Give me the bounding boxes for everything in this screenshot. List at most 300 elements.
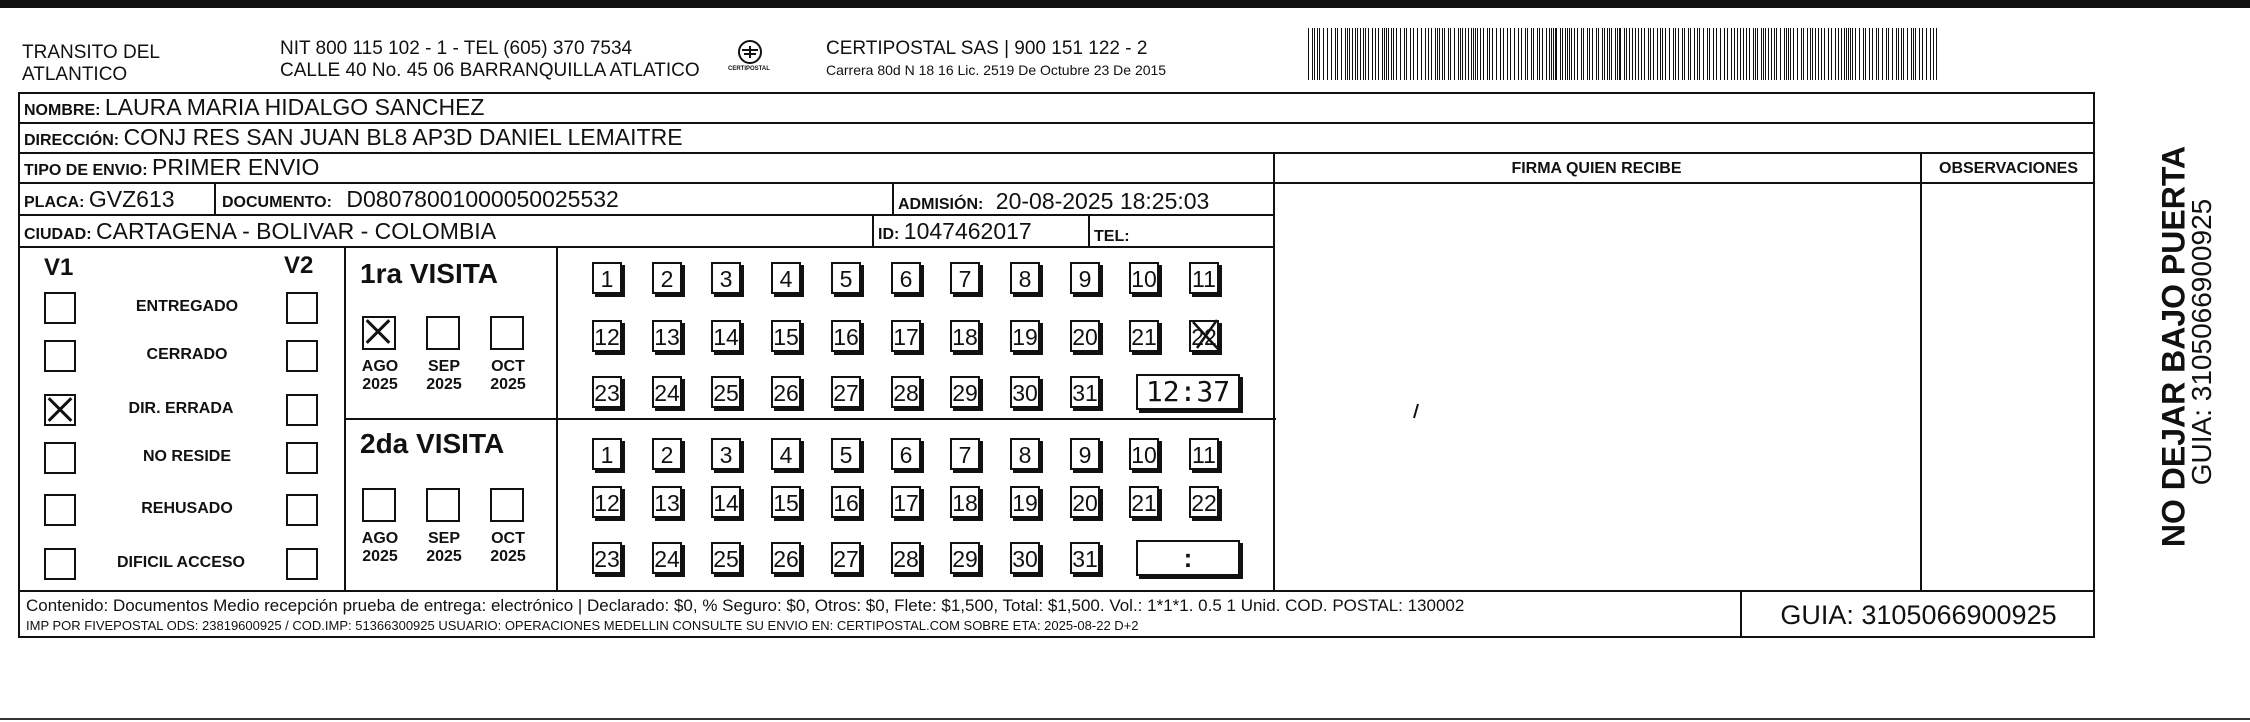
barcode-bar (1648, 28, 1649, 80)
day-box[interactable]: 12 (592, 320, 622, 352)
day-box[interactable]: 22 (1189, 486, 1219, 518)
barcode-bar (1437, 28, 1438, 80)
day-box[interactable]: 19 (1010, 320, 1040, 352)
day-box[interactable]: 25 (711, 542, 741, 574)
day-box[interactable]: 13 (652, 486, 682, 518)
barcode-bar (1774, 28, 1775, 80)
barcode-bar (1562, 28, 1563, 80)
barcode-bar (1611, 28, 1612, 80)
barcode-bar (1581, 28, 1582, 80)
barcode-bar (1357, 28, 1358, 80)
license-line: Carrera 80d N 18 16 Lic. 2519 De Octubre 23 De 2015 (826, 62, 1167, 78)
barcode-bar (1317, 28, 1318, 80)
barcode-bar (1587, 28, 1588, 80)
day-box[interactable]: 7 (950, 262, 980, 294)
barcode-bar (1514, 28, 1515, 80)
barcode-bar (1473, 28, 1474, 80)
v1-label: V1 (44, 254, 74, 281)
barcode-bar (1567, 28, 1568, 80)
day-box[interactable]: 4 (771, 262, 801, 294)
day-box[interactable]: 26 (771, 376, 801, 408)
barcode-bar (1755, 28, 1756, 80)
barcode-bar (1527, 28, 1528, 80)
day-box[interactable]: 5 (831, 262, 861, 294)
address-label: DIRECCIÓN: (24, 132, 120, 149)
barcode-bar (1382, 28, 1383, 80)
barcode-bar (1555, 28, 1557, 80)
barcode-bar (1480, 28, 1481, 80)
barcode-bar (1435, 28, 1436, 80)
day-box[interactable]: 6 (891, 438, 921, 470)
top-edge (0, 0, 2250, 8)
day-box[interactable]: 24 (652, 542, 682, 574)
month-label: OCT (491, 530, 525, 547)
barcode-bar (1400, 28, 1401, 80)
day-box[interactable]: 30 (1010, 376, 1040, 408)
barcode-bar (1574, 28, 1575, 80)
day-box[interactable]: 1 (592, 438, 622, 470)
v1-checkbox[interactable] (44, 292, 76, 324)
day-box[interactable]: 12 (592, 486, 622, 518)
barcode-bar (1335, 28, 1336, 80)
barcode-bar (1869, 28, 1870, 80)
barcode (1308, 28, 1940, 80)
day-box[interactable]: 8 (1010, 438, 1040, 470)
visit1-time-box (1136, 374, 1240, 410)
observations-area[interactable] (1922, 184, 2095, 588)
day-box[interactable]: 25 (711, 376, 741, 408)
barcode-bar (1749, 28, 1750, 80)
day-box[interactable]: 30 (1010, 542, 1040, 574)
barcode-bar (1592, 28, 1593, 80)
barcode-bar (1810, 28, 1811, 80)
month-checkbox[interactable] (490, 488, 524, 522)
logo-caption: CERTIPOSTAL (728, 66, 770, 72)
day-box[interactable]: 16 (831, 486, 861, 518)
barcode-bar (1801, 28, 1802, 80)
v1-checkbox[interactable] (44, 494, 76, 526)
barcode-bar (1727, 28, 1728, 80)
month-checkbox[interactable] (426, 488, 460, 522)
barcode-bar (1444, 28, 1445, 80)
day-box[interactable]: 23 (592, 542, 622, 574)
day-box[interactable]: 24 (652, 376, 682, 408)
barcode-bar (1503, 28, 1504, 80)
barcode-bar (1372, 28, 1373, 80)
barcode-bar (1365, 28, 1366, 80)
certipostal-logo (728, 38, 788, 82)
recipient-address: CONJ RES SAN JUAN BL8 AP3D DANIEL LEMAITRE (123, 124, 683, 150)
barcode-bar (1615, 28, 1616, 80)
barcode-bar (1510, 28, 1511, 80)
barcode-bar (1844, 28, 1845, 80)
visit2-time: : (1183, 543, 1193, 573)
city-cell (24, 218, 496, 245)
month-checkbox[interactable] (362, 316, 396, 350)
barcode-bar (1688, 28, 1689, 80)
day-box[interactable]: 20 (1070, 320, 1100, 352)
barcode-bar (1496, 28, 1497, 80)
barcode-bar (1660, 28, 1661, 80)
v1-checkbox[interactable] (44, 340, 76, 372)
month-label: AGO (361, 358, 399, 375)
barcode-bar (1793, 28, 1794, 80)
day-box[interactable]: 15 (771, 320, 801, 352)
day-box[interactable]: 14 (711, 486, 741, 518)
barcode-bar (1431, 28, 1432, 80)
v2-checkbox[interactable] (286, 442, 318, 474)
barcode-bar (1565, 28, 1566, 80)
barcode-bar (1539, 28, 1540, 80)
barcode-bar (1930, 28, 1931, 80)
barcode-bar (1386, 28, 1387, 80)
day-box[interactable]: 29 (950, 376, 980, 408)
barcode-bar (1360, 28, 1361, 80)
day-box[interactable]: 17 (891, 486, 921, 518)
barcode-bar (1896, 28, 1897, 80)
day-box[interactable]: 16 (831, 320, 861, 352)
barcode-bar (1417, 28, 1418, 80)
month-checkbox[interactable] (362, 488, 396, 522)
barcode-bar (1337, 28, 1338, 80)
barcode-bar (1737, 28, 1738, 80)
day-box[interactable]: 20 (1070, 486, 1100, 518)
barcode-bar (1507, 28, 1508, 80)
shipping-label: TIPO DE ENVIO: (24, 162, 148, 179)
day-box[interactable]: 18 (950, 320, 980, 352)
v2-checkbox[interactable] (286, 394, 318, 426)
barcode-bar (1678, 28, 1679, 80)
barcode-bar (1632, 28, 1633, 80)
barcode-bar (1368, 28, 1369, 80)
barcode-bar (1462, 28, 1463, 80)
shipping-type: PRIMER ENVIO (152, 154, 320, 180)
barcode-bar (1724, 28, 1725, 80)
day-box[interactable]: 19 (1010, 486, 1040, 518)
address-line: CALLE 40 No. 45 06 BARRANQUILLA ATLATICO (280, 60, 700, 81)
barcode-bar (1734, 28, 1735, 80)
barcode-bar (1571, 28, 1572, 80)
barcode-bar (1442, 28, 1443, 80)
barcode-bar (1500, 28, 1501, 80)
barcode-bar (1936, 28, 1937, 80)
id-value: 1047462017 (903, 218, 1032, 244)
observations-header: OBSERVACIONES (1939, 160, 2078, 177)
barcode-bar (1780, 28, 1781, 80)
barcode-bar (1327, 28, 1328, 80)
barcode-bar (1855, 28, 1856, 80)
barcode-bar (1746, 28, 1747, 80)
barcode-bar (1413, 28, 1414, 80)
barcode-bar (1743, 28, 1744, 80)
barcode-bar (1888, 28, 1889, 80)
document-cell (222, 186, 619, 213)
barcode-bar (1841, 28, 1842, 80)
barcode-bar (1483, 28, 1484, 80)
v2-checkbox[interactable] (286, 340, 318, 372)
day-box[interactable]: 27 (831, 542, 861, 574)
barcode-bar (1911, 28, 1912, 80)
city-label: CIUDAD: (24, 226, 92, 243)
barcode-bar (1771, 28, 1772, 80)
barcode-bar (1784, 28, 1785, 80)
barcode-bar (1341, 28, 1342, 80)
barcode-bar (1465, 28, 1466, 80)
barcode-bar (1602, 28, 1603, 80)
barcode-bar (1786, 28, 1787, 80)
barcode-bar (1363, 28, 1364, 80)
barcode-bar (1892, 28, 1893, 80)
barcode-bar (1753, 28, 1754, 80)
day-box[interactable]: 29 (950, 542, 980, 574)
barcode-bar (1308, 28, 1309, 80)
side-warning: NO DEJAR BAJO PUERTA (2155, 145, 2192, 548)
day-box[interactable]: 11 (1189, 438, 1219, 470)
barcode-bar (1761, 28, 1762, 80)
day-box[interactable]: 14 (711, 320, 741, 352)
barcode-bar (1448, 28, 1449, 80)
barcode-bar (1560, 28, 1561, 80)
barcode-bar (1384, 28, 1385, 80)
barcode-bar (1471, 28, 1472, 80)
day-box[interactable]: 31 (1070, 376, 1100, 408)
barcode-bar (1788, 28, 1789, 80)
barcode-bar (1838, 28, 1839, 80)
barcode-bar (1644, 28, 1645, 80)
barcode-bar (1323, 28, 1324, 80)
day-box[interactable]: 6 (891, 262, 921, 294)
barcode-bar (1314, 28, 1315, 80)
barcode-bar (1926, 28, 1927, 80)
barcode-bar (1589, 28, 1590, 80)
v1-checkbox[interactable] (44, 394, 76, 426)
barcode-bar (1835, 28, 1836, 80)
barcode-bar (1624, 28, 1625, 80)
barcode-bar (1641, 28, 1642, 80)
barcode-bar (1763, 28, 1764, 80)
signature-area[interactable] (1276, 184, 1920, 588)
barcode-bar (1776, 28, 1777, 80)
barcode-bar (1638, 28, 1639, 80)
id-cell (878, 218, 1032, 245)
barcode-bar (1765, 28, 1766, 80)
day-box[interactable]: 9 (1070, 262, 1100, 294)
nit-line: NIT 800 115 102 - 1 - TEL (605) 370 7534 (280, 38, 633, 59)
org-name (22, 42, 160, 86)
month-option (458, 358, 558, 394)
v2-checkbox[interactable] (286, 548, 318, 580)
month-checkbox[interactable] (490, 316, 524, 350)
barcode-bar (1922, 28, 1923, 80)
visit1-time: 12:37 (1145, 375, 1231, 408)
barcode-bar (1425, 28, 1426, 80)
barcode-bar (1569, 28, 1570, 80)
barcode-bar (1331, 28, 1332, 80)
barcode-bar (1852, 28, 1853, 80)
day-box[interactable]: 3 (711, 438, 741, 470)
barcode-bar (1551, 28, 1552, 80)
barcode-bar (1312, 28, 1313, 80)
barcode-bar (1619, 28, 1621, 80)
day-box[interactable]: 23 (592, 376, 622, 408)
barcode-bar (1319, 28, 1320, 80)
footer-guia: GUIA: 3105066900925 (1780, 600, 2057, 630)
day-box[interactable]: 10 (1129, 262, 1159, 294)
barcode-bar (1716, 28, 1717, 80)
barcode-bar (1898, 28, 1899, 80)
barcode-bar (1349, 28, 1350, 80)
barcode-bar (1673, 28, 1674, 80)
year-label: 2025 (426, 548, 462, 565)
month-checkbox[interactable] (426, 316, 460, 350)
barcode-bar (1876, 28, 1877, 80)
barcode-bar (1596, 28, 1597, 80)
barcode-bar (1577, 28, 1578, 80)
barcode-bar (1863, 28, 1864, 80)
tel-label: TEL: (1094, 228, 1130, 245)
status-label: NO RESIDE (142, 448, 231, 465)
courier-info (826, 38, 1166, 80)
barcode-bar (1757, 28, 1758, 80)
plate-cell (24, 186, 175, 213)
barcode-bar (1635, 28, 1636, 80)
day-box[interactable]: 5 (831, 438, 861, 470)
barcode-bar (1690, 28, 1691, 80)
status-label: DIFICIL ACCESO (116, 554, 245, 571)
day-box[interactable]: 17 (891, 320, 921, 352)
day-box[interactable]: 9 (1070, 438, 1100, 470)
month-label: SEP (427, 530, 460, 547)
barcode-bar (1489, 28, 1490, 80)
barcode-bar (1803, 28, 1804, 80)
day-box[interactable]: 28 (891, 376, 921, 408)
visit2-time-box (1136, 540, 1240, 576)
day-box[interactable]: 21 (1129, 320, 1159, 352)
day-box[interactable]: 22 (1189, 320, 1219, 352)
barcode-bar (1831, 28, 1832, 80)
barcode-bar (1650, 28, 1651, 80)
day-box[interactable]: 15 (771, 486, 801, 518)
barcode-bar (1468, 28, 1469, 80)
barcode-bar (1352, 28, 1353, 80)
day-box[interactable]: 31 (1070, 542, 1100, 574)
barcode-bar (1396, 28, 1397, 80)
status-label: REHUSADO (141, 500, 233, 517)
barcode-bar (1604, 28, 1605, 80)
barcode-bar (1546, 28, 1547, 80)
org-line-1: TRANSITO DEL (22, 42, 160, 63)
month-label: SEP (427, 358, 460, 375)
barcode-bar (1537, 28, 1538, 80)
year-label: 2025 (362, 548, 398, 565)
barcode-bar (1682, 28, 1683, 80)
barcode-bar (1410, 28, 1411, 80)
shipping-row (24, 154, 319, 181)
barcode-bar (1662, 28, 1663, 80)
day-box[interactable]: 3 (711, 262, 741, 294)
barcode-bar (1915, 28, 1916, 80)
day-box[interactable]: 7 (950, 438, 980, 470)
admission-cell (898, 188, 1209, 215)
barcode-bar (1797, 28, 1798, 80)
status-label: CERRADO (146, 346, 228, 363)
day-box[interactable]: 28 (891, 542, 921, 574)
admission-value: 20-08-2025 18:25:03 (995, 188, 1210, 214)
day-box[interactable]: 18 (950, 486, 980, 518)
barcode-bar (1609, 28, 1610, 80)
barcode-bar (1629, 28, 1630, 80)
address-row (24, 124, 683, 151)
day-box[interactable]: 10 (1129, 438, 1159, 470)
barcode-bar (1439, 28, 1440, 80)
city-value: CARTAGENA - BOLIVAR - COLOMBIA (96, 218, 497, 244)
day-box[interactable]: 2 (652, 262, 682, 294)
footer-line-1: Contenido: Documentos Medio recepción prueba de entrega: electrónico | Declarado: $0, % Seguro: $0, Otros: $0, Flete: $1,500, Total: $1,500. Vol.: 1*1*1. 0.5 1 Unid. COD. POSTAL: 130002 (26, 596, 1465, 615)
barcode-bar (1669, 28, 1670, 80)
v2-checkbox[interactable] (286, 494, 318, 526)
barcode-bar (1878, 28, 1879, 80)
barcode-bar (1487, 28, 1488, 80)
barcode-bar (1607, 28, 1608, 80)
barcode-bar (1846, 28, 1847, 80)
footer-line-2: IMP POR FIVEPOSTAL ODS: 23819600925 / COD.IMP: 51366300925 USUARIO: OPERACIONES MEDELLIN CONSULTE SU ENVIO EN: CERTIPOSTAL.COM SOBRE ETA: 2025-08-22 D+2 (26, 618, 1139, 633)
barcode-bar (1542, 28, 1543, 80)
v1-checkbox[interactable] (44, 548, 76, 580)
org-line-2: ATLANTICO (22, 64, 128, 85)
barcode-bar (1901, 28, 1902, 80)
barcode-bar (1458, 28, 1459, 80)
barcode-bar (1903, 28, 1904, 80)
barcode-bar (1626, 28, 1627, 80)
barcode-bar (1694, 28, 1695, 80)
v2-checkbox[interactable] (286, 292, 318, 324)
month-label: OCT (491, 358, 525, 375)
barcode-bar (1699, 28, 1700, 80)
barcode-bar (1713, 28, 1714, 80)
day-box[interactable]: 1 (592, 262, 622, 294)
day-box[interactable]: 2 (652, 438, 682, 470)
v1-checkbox[interactable] (44, 442, 76, 474)
side-guia: GUIA: 3105066900925 (2186, 198, 2217, 486)
day-box[interactable]: 27 (831, 376, 861, 408)
barcode-bar (1790, 28, 1791, 80)
barcode-bar (1454, 28, 1455, 80)
name-label: NOMBRE: (24, 102, 101, 119)
barcode-bar (1740, 28, 1741, 80)
barcode-bar (1518, 28, 1519, 80)
barcode-bar (1675, 28, 1676, 80)
day-box[interactable]: 8 (1010, 262, 1040, 294)
month-label: AGO (361, 530, 399, 547)
day-box[interactable]: 21 (1129, 486, 1159, 518)
barcode-bar (1583, 28, 1584, 80)
barcode-bar (1531, 28, 1532, 80)
barcode-bar (1653, 28, 1654, 80)
barcode-bar (1533, 28, 1534, 80)
barcode-bar (1886, 28, 1887, 80)
day-box[interactable]: 26 (771, 542, 801, 574)
side-text (2098, 100, 2238, 600)
day-box[interactable]: 11 (1189, 262, 1219, 294)
barcode-bar (1345, 28, 1346, 80)
tel-cell (1094, 220, 1130, 247)
day-box[interactable]: 4 (771, 438, 801, 470)
barcode-bar (1428, 28, 1429, 80)
recipient-name: LAURA MARIA HIDALGO SANCHEZ (104, 94, 485, 120)
barcode-bar (1375, 28, 1376, 80)
barcode-bar (1684, 28, 1685, 80)
day-box[interactable]: 13 (652, 320, 682, 352)
